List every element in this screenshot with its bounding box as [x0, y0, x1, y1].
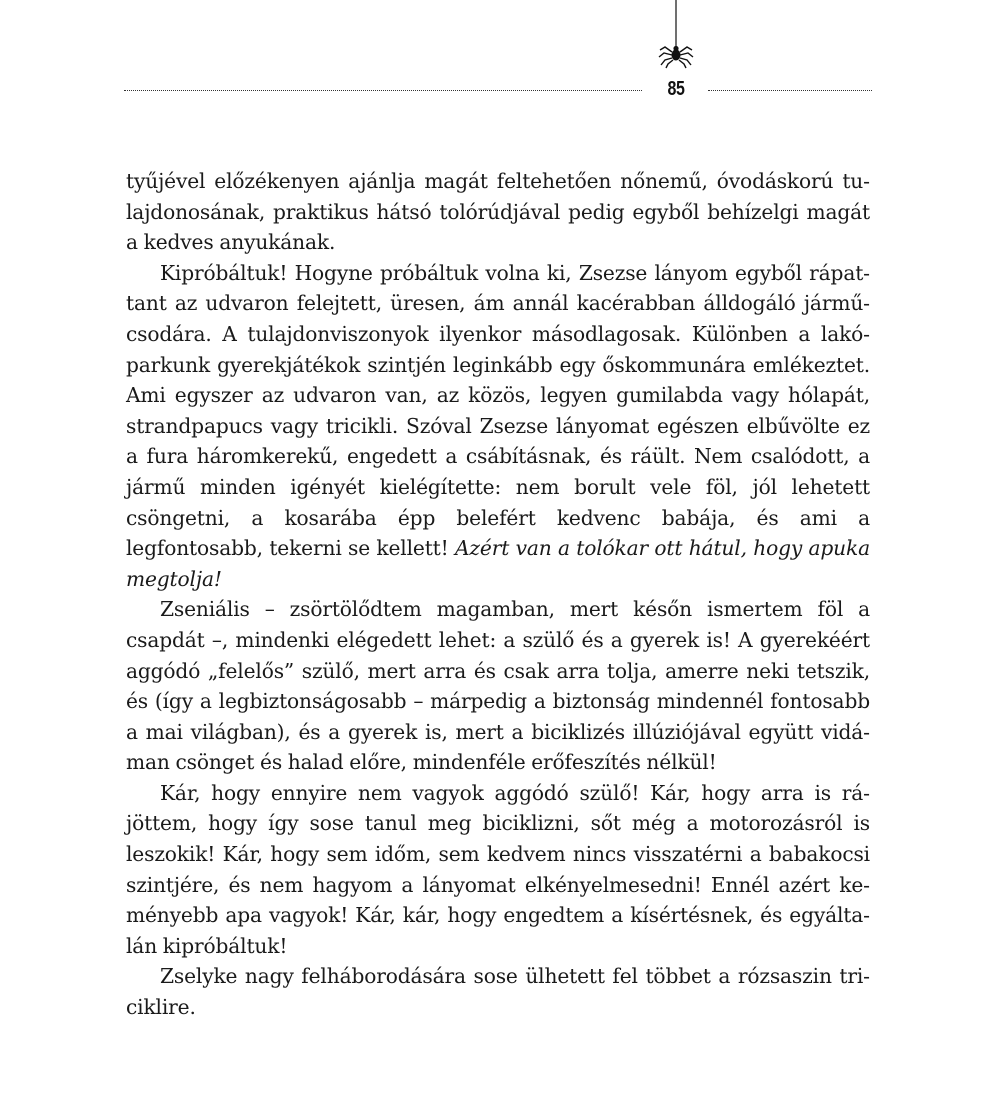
paragraph	[126, 778, 870, 962]
header-rule-left	[124, 90, 642, 91]
paragraph	[126, 961, 870, 1022]
text-run: Kár, hogy ennyire nem vagyok aggódó szülő! Kár, hogy arra is rájöttem, hogy így sose tanul meg biciklizni, sőt még a motorozásról is leszokik! Kár, hogy sem időm, sem kedvem nincs visszatérni a babakocsi szintjére, és nem hagyom a lányomat elkényelmesedni! Ennél azért keményebb apa vagyok! Kár, kár, hogy engedtem a kísértésnek, és egyáltalán kipróbáltuk!	[126, 780, 870, 958]
page-number: 85	[667, 78, 685, 100]
paragraph	[126, 258, 870, 595]
text-run: tyűjével előzékenyen ajánlja magát feltehetően nőnemű, óvodáskorú tulajdonosának, praktikus hátsó tolórúdjával pedig egyből behízelgi magát a kedves anyukának.	[126, 169, 870, 255]
hanging-spider-icon	[656, 0, 696, 70]
body-text	[126, 166, 870, 1023]
text-run: Zseniális – zsörtölődtem magamban, mert későn ismertem föl a csapdát –, mindenki elégedett lehet: a szülő és a gyerek is! A gyerekéért aggódó „felelős” szülő, mert arra és csak arra tolja, amerre neki tetszik, és (így a legbiztonságosabb – márpedig a biztonság mindennél fontosabb a mai világban), és a gyerek is, mert a biciklizés illúziójával együtt vidáman csönget és halad előre, mindenféle erőfeszítés nélkül!	[126, 597, 870, 775]
page-header	[0, 0, 993, 110]
paragraph	[126, 594, 870, 778]
italic-text: Azért van a tolókar ott hátul, hogy apuka megtolja!	[126, 536, 870, 591]
paragraph-continued	[126, 166, 870, 258]
header-rule-right	[708, 90, 872, 91]
text-run: Kipróbáltuk! Hogyne próbáltuk volna ki, Zsezse lányom egyből rápattant az udvaron felejtett, üresen, ám annál kacérabban álldogáló járműcsodára. A tulajdonviszonyok ilyenkor másodlagosak. Különben a lakóparkunk gyerekjátékok szintjén leginkább egy őskommunára emlékeztet. Ami egyszer az udvaron van, az közös, legyen gumilabda vagy hólapát, strandpapucs vagy tricikli. Szóval Zsezse lányomat egészen elbűvölte ez a fura háromkerekű, engedett a csábításnak, és ráült. Nem csalódott, a jármű minden igényét kielégítette: nem borult vele föl, jól lehetett csöngetni, a kosarába épp belefért kedvenc babája, és ami a legfontosabb, tekerni se kellett!	[126, 260, 870, 561]
text-run: Zselyke nagy felháborodására sose ülhetett fel többet a rózsaszin triciklire.	[126, 964, 870, 1020]
